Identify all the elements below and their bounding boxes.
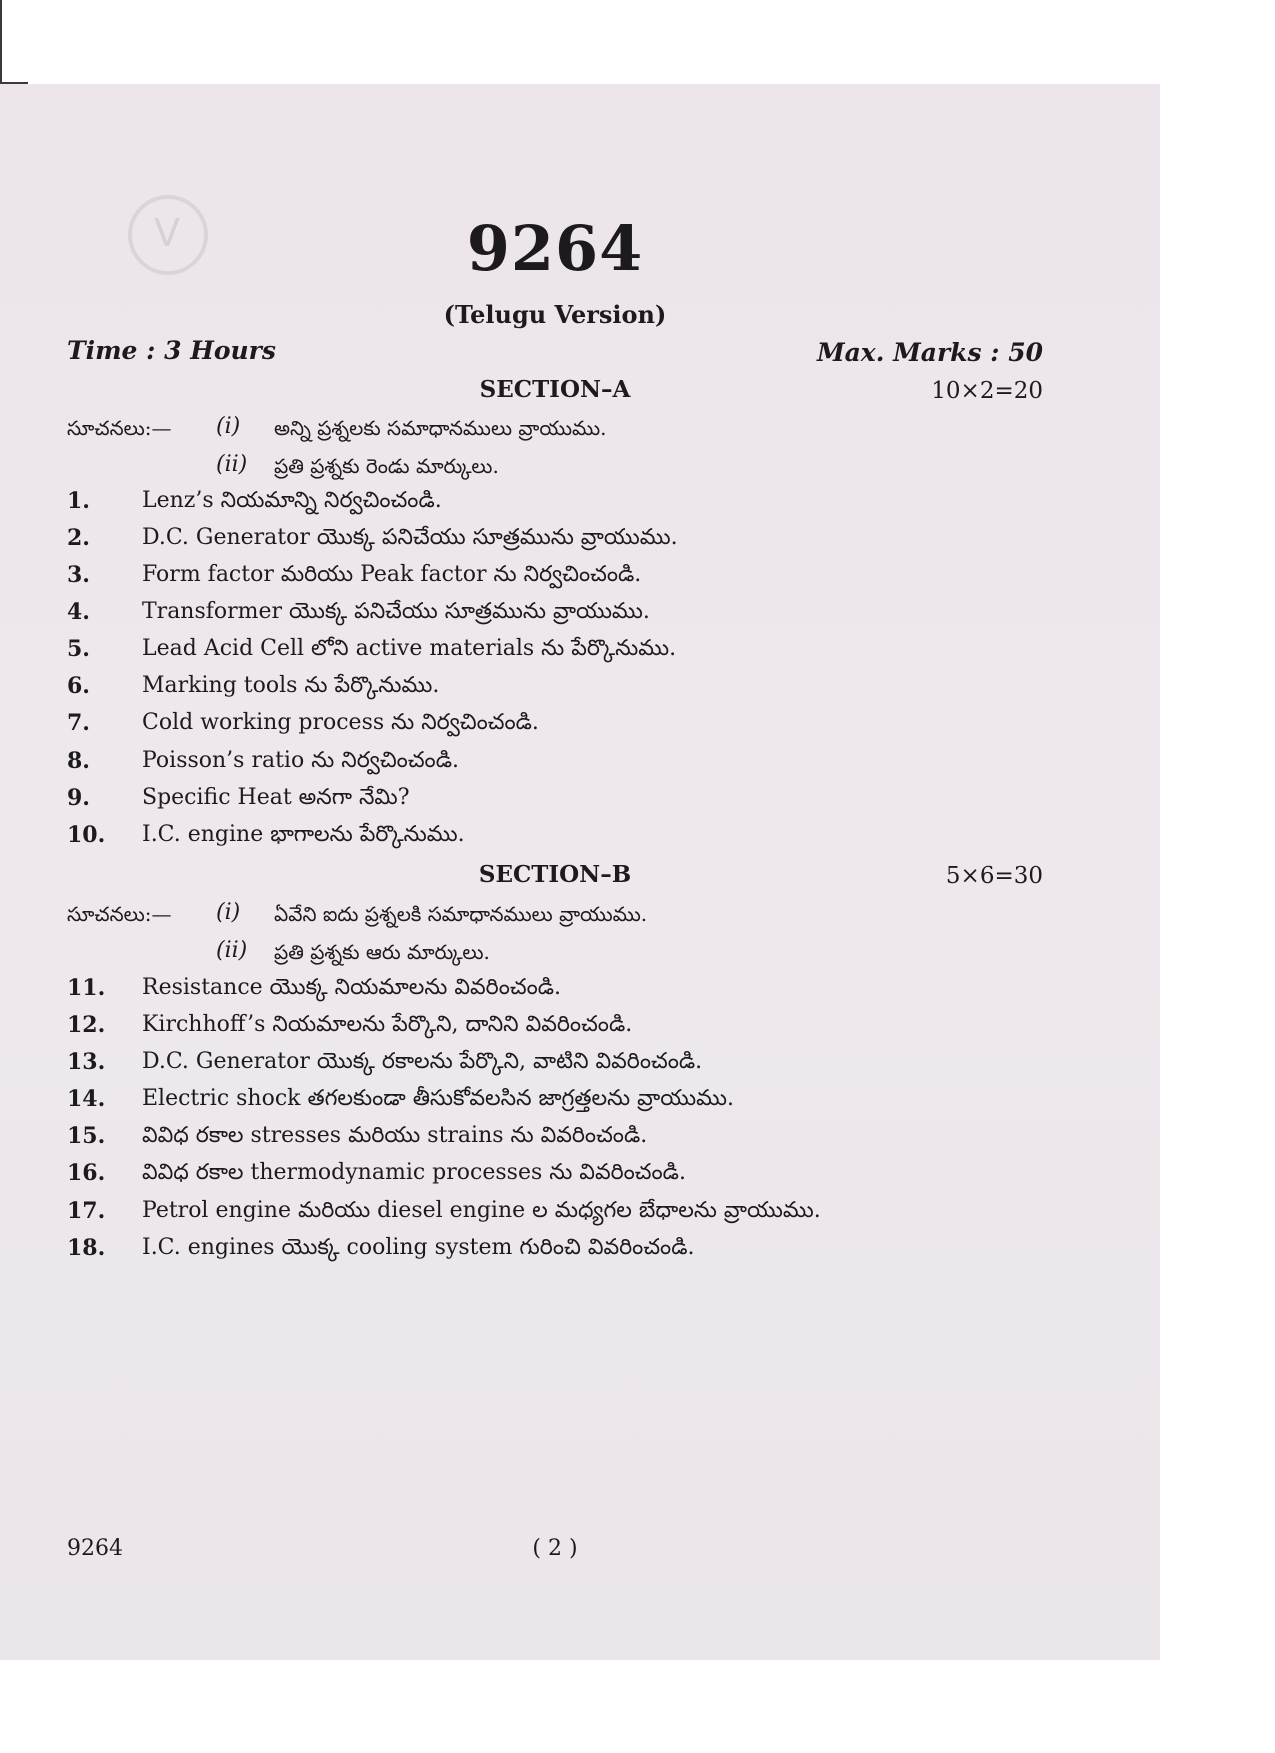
question-text: Specific Heat అనగా నేమి? — [142, 785, 410, 810]
section-a-marks: 10×2=20 — [931, 378, 1043, 404]
paper-code-title: 9264 — [466, 212, 644, 285]
question-text: Lead Acid Cell లోని active materials ను పేర్కొనుము. — [142, 636, 677, 661]
question-number: 1. — [67, 488, 90, 514]
question-text: Marking tools ను పేర్కొనుము. — [142, 673, 440, 698]
question-text: Poisson’s ratio ను నిర్వచించండి. — [142, 748, 459, 773]
instruction-number: (i) — [216, 900, 241, 925]
question-text: వివిధ రకాల stresses మరియు strains ను వివరించండి. — [142, 1123, 648, 1148]
question-number: 18. — [67, 1235, 106, 1261]
section-b-marks: 5×6=30 — [945, 863, 1043, 889]
question-text: Lenz’s నియమాన్ని నిర్వచించండి. — [142, 488, 442, 513]
question-number: 11. — [67, 975, 106, 1001]
instruction-number: (i) — [216, 414, 241, 439]
scan-edge — [0, 0, 2, 82]
time-label: Time : 3 Hours — [67, 336, 276, 365]
question-number: 7. — [67, 710, 90, 736]
faint-seal-mark: V — [128, 195, 208, 275]
instructions-label: సూచనలు:— — [67, 902, 172, 926]
section-a-title: SECTION–A — [479, 376, 631, 403]
question-number: 8. — [67, 748, 90, 774]
instruction-number: (ii) — [216, 452, 248, 477]
question-number: 17. — [67, 1198, 106, 1224]
question-text: Kirchhoff’s నియమాలను పేర్కొని, దానిని వివరించండి. — [142, 1012, 633, 1037]
question-text: I.C. engines యొక్క cooling system గురించి వివరించండి. — [142, 1235, 695, 1260]
section-b-title: SECTION–B — [478, 861, 632, 888]
instruction-number: (ii) — [216, 938, 248, 963]
question-number: 16. — [67, 1160, 106, 1186]
question-number: 10. — [67, 822, 106, 848]
question-number: 12. — [67, 1012, 106, 1038]
instruction-text: ప్రతి ప్రశ్నకు ఆరు మార్కులు. — [274, 940, 490, 964]
question-number: 14. — [67, 1086, 106, 1112]
question-number: 15. — [67, 1123, 106, 1149]
question-number: 5. — [67, 636, 90, 662]
max-marks-label: Max. Marks : 50 — [816, 338, 1043, 367]
instruction-text: ప్రతి ప్రశ్నకు రెండు మార్కులు. — [274, 454, 499, 478]
question-number: 6. — [67, 673, 90, 699]
question-text: Form factor మరియు Peak factor ను నిర్వచించండి. — [142, 562, 642, 587]
question-text: Cold working process ను నిర్వచించండి. — [142, 710, 539, 735]
question-text: D.C. Generator యొక్క పనిచేయు సూత్రమును వ్రాయుము. — [142, 525, 678, 550]
question-number: 2. — [67, 525, 90, 551]
question-text: Resistance యొక్క నియమాలను వివరించండి. — [142, 975, 562, 1000]
instruction-text: అన్ని ప్రశ్నలకు సమాధానములు వ్రాయుము. — [274, 416, 607, 440]
page-number: ( 2 ) — [532, 1536, 578, 1561]
question-number: 13. — [67, 1049, 106, 1075]
question-text: Electric shock తగలకుండా తీసుకోవలసిన జాగ్రత్తలను వ్రాయుము. — [142, 1086, 734, 1111]
question-number: 4. — [67, 599, 90, 625]
question-text: Petrol engine మరియు diesel engine ల మధ్యగల బేధాలను వ్రాయుము. — [142, 1198, 821, 1223]
instructions-label: సూచనలు:— — [67, 416, 172, 440]
question-number: 3. — [67, 562, 90, 588]
question-text: D.C. Generator యొక్క రకాలను పేర్కొని, వాటిని వివరించండి. — [142, 1049, 703, 1074]
instruction-text: ఏవేని ఐదు ప్రశ్నలకి సమాధానములు వ్రాయుము. — [274, 902, 648, 926]
footer-paper-code: 9264 — [67, 1536, 123, 1561]
question-text: Transformer యొక్క పనిచేయు సూత్రమును వ్రాయుము. — [142, 599, 650, 624]
question-number: 9. — [67, 785, 90, 811]
version-label: (Telugu Version) — [443, 300, 667, 329]
question-text: వివిధ రకాల thermodynamic processes ను వివరించండి. — [142, 1160, 686, 1185]
question-text: I.C. engine భాగాలను పేర్కొనుము. — [142, 822, 465, 847]
